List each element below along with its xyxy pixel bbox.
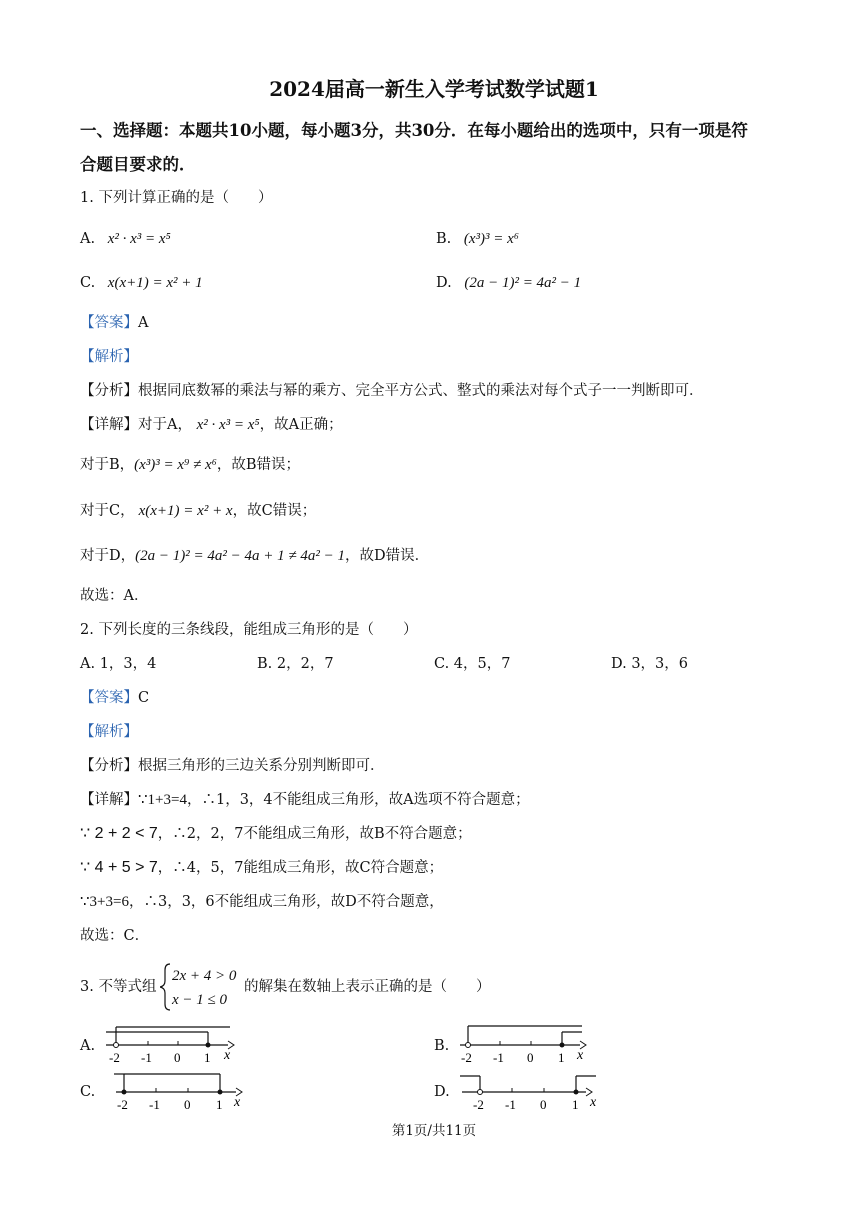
open-point xyxy=(466,1043,471,1048)
q3-stem-pre: 3. 不等式组 xyxy=(80,979,157,995)
q3-option-c-label: C. xyxy=(80,1084,96,1100)
axis-label: x xyxy=(224,1048,231,1063)
q1-option-d-text: (2a − 1)² = 4a² − 1 xyxy=(464,275,582,291)
q1-option-c-label: C. xyxy=(80,275,96,291)
q2-stem: 2. 下列长度的三条线段，能组成三角形的是（ ） xyxy=(80,622,418,638)
q2-detail-3 xyxy=(80,858,443,878)
closed-point xyxy=(574,1090,579,1095)
open-point xyxy=(478,1090,483,1095)
q1-answer-tag: 【答案】 xyxy=(80,315,138,331)
q3-option-d-numberline xyxy=(456,1068,606,1113)
q1-detail-b-pre: 对于B， xyxy=(80,457,135,473)
q1-detail-d xyxy=(80,546,429,566)
q2-detail-2-math: ∵ 2 + 2 < 7 xyxy=(80,825,158,842)
tick-label: 1 xyxy=(558,1050,565,1065)
q1-detail-a-post: ，故A正确； xyxy=(259,417,343,433)
q1-option-b-text: (x³)³ = x⁶ xyxy=(463,231,520,247)
q1-detail-b-math: (x³)³ = x⁹ ≠ x⁶ xyxy=(134,457,217,473)
q2-option-b: B. 2，2，7 xyxy=(257,656,334,672)
q2-detail-4-math: ∵3+3=6 xyxy=(80,894,129,910)
page-title: 2024届高一新生入学考试数学试题1 xyxy=(269,77,599,101)
q1-option-b-label: B. xyxy=(436,231,452,247)
q1-option-b xyxy=(436,229,519,249)
q1-fenxi-tag: 【分析】 xyxy=(80,383,138,399)
closed-point xyxy=(560,1043,565,1048)
tick-label: -2 xyxy=(109,1050,120,1065)
q1-option-d xyxy=(436,273,581,293)
q1-detail-c-post: ，故C错误； xyxy=(232,503,317,519)
q3-brace xyxy=(160,964,170,1010)
tick-label: 1 xyxy=(216,1097,223,1112)
q2-option-a: A. 1，3，4 xyxy=(80,656,157,672)
q1-fenxi-text: 根据同底数幂的乘法与幂的乘方、完全平方公式、整式的乘法对每个式子一一判断即可． xyxy=(138,383,704,399)
tick-label: -2 xyxy=(461,1050,472,1065)
q1-detail-a-pre: 对于A， xyxy=(138,417,192,433)
q1-detail-d-pre: 对于D， xyxy=(80,548,136,564)
q1-detail-tag: 【详解】 xyxy=(80,417,138,433)
q2-answer-value: C xyxy=(138,690,150,706)
q2-detail-1-math: ∵1+3=4 xyxy=(138,792,187,808)
q1-analysis-tag: 【解析】 xyxy=(80,349,138,365)
q3-ineq-2: x − 1 ≤ 0 xyxy=(172,992,228,1008)
q2-detail-3-math: ∵ 4 + 5 > 7 xyxy=(80,859,158,876)
q1-fenxi xyxy=(80,381,704,401)
q2-option-c: C. 4，5，7 xyxy=(434,656,511,672)
q1-option-c xyxy=(80,273,203,293)
q1-option-a xyxy=(80,229,171,249)
q1-detail-d-post: ，故D错误． xyxy=(344,548,430,564)
tick-label: -1 xyxy=(505,1097,516,1112)
section-heading-line1: 一、选择题：本题共10小题，每小题3分，共30分．在每小题给出的选项中，只有一项是符 xyxy=(80,121,748,140)
q2-detail-4 xyxy=(80,892,444,912)
section-heading-line2: 合题目要求的． xyxy=(80,155,196,174)
q1-detail-a-math: x² · x³ = x⁵ xyxy=(196,417,260,433)
closed-point xyxy=(122,1090,127,1095)
q3-option-a-label: A. xyxy=(80,1038,96,1054)
axis-label: x xyxy=(577,1048,584,1063)
q3-stem-post: 的解集在数轴上表示正确的是（ ） xyxy=(244,979,491,995)
q2-detail-tag: 【详解】 xyxy=(80,792,138,808)
q1-option-c-text: x(x+1) = x² + 1 xyxy=(107,275,203,291)
closed-point xyxy=(218,1090,223,1095)
q3-option-b-label: B. xyxy=(434,1038,450,1054)
q1-option-a-text: x² · x³ = x⁵ xyxy=(107,231,171,247)
q1-answer xyxy=(80,313,148,333)
q2-option-d: D. 3，3，6 xyxy=(611,656,689,672)
tick-label: -1 xyxy=(493,1050,504,1065)
q3-option-c-numberline xyxy=(110,1068,250,1113)
open-point xyxy=(114,1043,119,1048)
closed-point xyxy=(206,1043,211,1048)
q2-detail-3-text: ，∴4，5，7能组成三角形，故C符合题意； xyxy=(157,860,444,876)
q2-detail-4-text: ，∴3，3，6不能组成三角形，故D不符合题意， xyxy=(128,894,444,910)
q2-detail-2 xyxy=(80,824,472,844)
tick-label: -1 xyxy=(141,1050,152,1065)
q2-fenxi-text: 根据三角形的三边关系分别判断即可． xyxy=(138,758,385,774)
q1-detail-b xyxy=(80,455,300,475)
tick-label: 0 xyxy=(184,1097,191,1112)
tick-label: 0 xyxy=(174,1050,181,1065)
q2-analysis-tag: 【解析】 xyxy=(80,724,138,740)
q3-ineq-1: 2x + 4 > 0 xyxy=(172,968,237,984)
q2-detail-1-text: ，∴1，3，4不能组成三角形，故A选项不符合题意； xyxy=(186,792,530,808)
q1-option-d-label: D. xyxy=(436,275,452,291)
q1-detail-c xyxy=(80,501,316,521)
tick-label: -2 xyxy=(117,1097,128,1112)
q2-detail-1 xyxy=(80,790,530,810)
axis-label: x xyxy=(234,1095,241,1110)
tick-label: 0 xyxy=(540,1097,547,1112)
q2-answer-tag: 【答案】 xyxy=(80,690,138,706)
page-footer: 第1页/共11页 xyxy=(391,1123,477,1139)
q3-option-b-numberline xyxy=(454,1020,594,1065)
q1-choose: 故选：A． xyxy=(80,588,149,604)
q1-detail-d-math: (2a − 1)² = 4a² − 4a + 1 ≠ 4a² − 1 xyxy=(135,548,345,564)
q3-option-d-label: D. xyxy=(434,1084,450,1100)
q1-answer-value: A xyxy=(138,315,149,331)
q2-fenxi-tag: 【分析】 xyxy=(80,758,138,774)
q1-detail-c-math: x(x+1) = x² + x xyxy=(138,503,233,519)
q2-detail-2-text: ，∴2，2，7不能组成三角形，故B不符合题意； xyxy=(157,826,472,842)
q2-answer xyxy=(80,688,149,708)
axis-label: x xyxy=(590,1095,597,1110)
q1-detail-c-pre: 对于C， xyxy=(80,503,135,519)
q2-choose: 故选：C． xyxy=(80,928,150,944)
q3-option-a-numberline xyxy=(100,1020,240,1065)
tick-label: 0 xyxy=(527,1050,534,1065)
q2-fenxi xyxy=(80,756,385,776)
q1-stem: 1. 下列计算正确的是（ ） xyxy=(80,190,273,206)
tick-label: 1 xyxy=(572,1097,579,1112)
tick-label: -1 xyxy=(149,1097,160,1112)
q1-detail-b-post: ，故B错误； xyxy=(216,457,301,473)
q1-detail-a xyxy=(80,415,343,435)
q1-option-a-label: A. xyxy=(80,231,96,247)
tick-label: 1 xyxy=(204,1050,211,1065)
q3-inequality-system xyxy=(160,962,240,1012)
tick-label: -2 xyxy=(473,1097,484,1112)
